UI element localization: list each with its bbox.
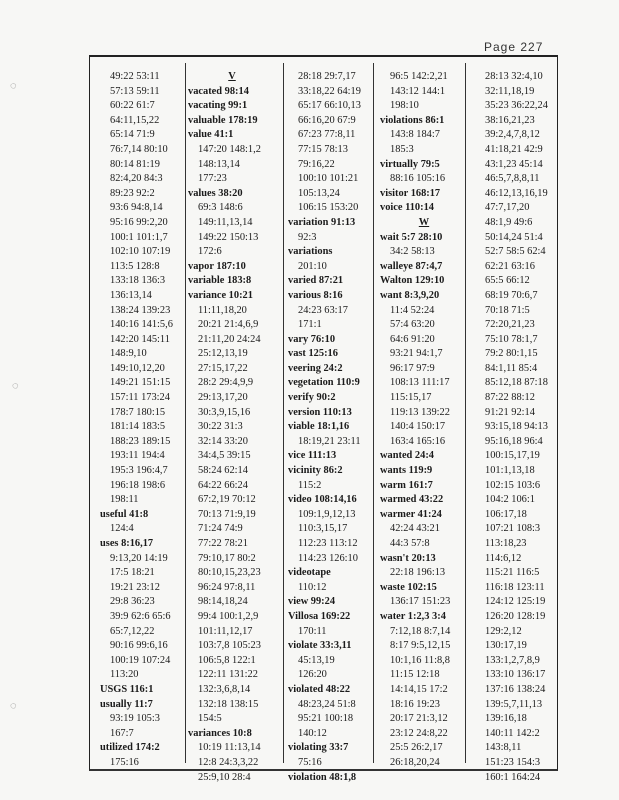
index-term: various 8:16 <box>288 289 343 301</box>
column-divider <box>465 63 466 763</box>
column-divider <box>373 63 374 763</box>
index-column-2 <box>188 70 276 783</box>
index-frame <box>89 55 558 783</box>
index-reference: 136:13,14 <box>110 289 152 301</box>
index-term: variation 91:13 <box>288 216 356 228</box>
index-column-4 <box>380 70 468 768</box>
index-reference: 175:16 <box>110 756 139 768</box>
index-reference: 115:2 <box>298 479 322 491</box>
index-reference: 90:16 99:6,16 <box>110 640 168 652</box>
index-reference: 76:7,14 80:10 <box>110 143 168 155</box>
index-reference: 91:21 92:14 <box>485 406 535 418</box>
index-reference: 14:14,15 17:2 <box>390 683 448 695</box>
index-reference: 147:20 148:1,2 <box>198 143 261 155</box>
index-reference: 132:3,6,8,14 <box>198 683 251 695</box>
index-reference: 79:16,22 <box>298 158 335 170</box>
index-reference: 148:13,14 <box>198 158 240 170</box>
index-term: vice 111:13 <box>288 450 337 462</box>
index-term: video 108:14,16 <box>288 494 357 506</box>
index-reference: 50:14,24 51:4 <box>485 231 543 243</box>
index-reference: 149:21 151:15 <box>110 377 171 389</box>
index-reference: 57:4 63:20 <box>390 319 435 331</box>
index-term: Villosa 169:22 <box>288 610 351 622</box>
index-reference: 95:16 99:2,20 <box>110 216 168 228</box>
index-reference: 96:5 142:2,21 <box>390 71 448 82</box>
index-term: wanted 24:4 <box>380 450 434 462</box>
index-reference: 57:13 59:11 <box>110 85 160 97</box>
index-reference: 80:14 81:19 <box>110 158 160 170</box>
index-reference: 107:21 108:3 <box>485 523 541 535</box>
index-reference: 178:7 180:15 <box>110 406 166 418</box>
index-reference: 171:1 <box>298 319 322 331</box>
index-reference: 27:15,17,22 <box>198 362 248 374</box>
index-reference: 104:2 106:1 <box>485 494 535 506</box>
index-term: virtually 79:5 <box>380 158 440 170</box>
index-reference: 98:14,18,24 <box>198 596 248 608</box>
punch-hole-mark: ◌ <box>12 380 19 392</box>
index-reference: 105:13,24 <box>298 187 340 199</box>
index-reference: 124:4 <box>110 523 134 535</box>
index-reference: 163:4 165:16 <box>390 435 446 447</box>
index-reference: 65:7,12,22 <box>110 625 155 637</box>
index-reference: 96:24 97:8,11 <box>198 581 256 593</box>
index-reference: 140:12 <box>298 727 327 739</box>
index-reference: 68:19 70:6,7 <box>485 289 538 301</box>
index-reference: 93:21 94:1,7 <box>390 348 443 360</box>
index-reference: 136:17 151:23 <box>390 596 451 608</box>
index-reference: 64:6 91:20 <box>390 333 435 345</box>
index-reference: 170:11 <box>298 625 327 637</box>
index-term: violated 48:22 <box>288 683 351 695</box>
index-reference: 25:5 26:2,17 <box>390 742 443 754</box>
index-reference: 115:15,17 <box>390 392 432 404</box>
index-term: varied 87:21 <box>288 275 344 287</box>
index-term: waste 102:15 <box>380 581 437 593</box>
index-reference: 110:3,15,17 <box>298 523 348 535</box>
index-term: voice 110:14 <box>380 202 434 214</box>
index-term: violating 33:7 <box>288 742 349 754</box>
index-reference: 77:22 78:21 <box>198 538 248 549</box>
index-term: videotape <box>288 567 331 579</box>
index-term: wasn't 20:13 <box>380 552 436 564</box>
index-reference: 77:15 78:13 <box>298 143 348 155</box>
index-reference: 198:11 <box>110 494 139 506</box>
index-reference: 143:8,11 <box>485 742 522 754</box>
index-term: veering 24:2 <box>288 362 343 374</box>
index-reference: 198:10 <box>390 100 419 112</box>
index-reference: 126:20 128:19 <box>485 610 546 622</box>
index-reference: 99:4 100:1,2,9 <box>198 610 259 622</box>
index-reference: 122:11 131:22 <box>198 669 258 681</box>
index-term: violation 48:1,8 <box>288 771 357 783</box>
index-reference: 47:7,17,20 <box>485 202 530 214</box>
index-term: walleye 87:4,7 <box>380 260 443 272</box>
index-term: useful 41:8 <box>100 508 149 520</box>
index-term: usually 11:7 <box>100 698 153 710</box>
index-reference: 149:11,13,14 <box>198 216 253 228</box>
index-reference: 11:4 52:24 <box>390 304 435 316</box>
index-reference: 9:13,20 14:19 <box>110 552 168 564</box>
index-reference: 75:10 78:1,7 <box>485 333 538 345</box>
index-reference: 129:2,12 <box>485 625 522 637</box>
index-reference: 52:7 58:5 62:4 <box>485 246 546 258</box>
index-reference: 160:1 164:24 <box>485 771 541 783</box>
index-term: vapor 187:10 <box>188 260 246 272</box>
index-reference: 22:18 196:13 <box>390 567 446 579</box>
index-reference: 148:9,10 <box>110 348 147 360</box>
index-reference: 46:5,7,8,8,11 <box>485 173 540 185</box>
index-reference: 58:24 62:14 <box>198 465 248 477</box>
index-reference: 72:20,21,23 <box>485 319 535 331</box>
index-reference: 24:23 63:17 <box>298 304 348 316</box>
index-reference: 196:18 198:6 <box>110 479 166 491</box>
index-reference: 100:1 101:1,7 <box>110 231 168 243</box>
index-reference: 42:24 43:21 <box>390 523 440 535</box>
index-reference: 34:4,5 39:15 <box>198 450 251 462</box>
index-term: water 1:2,3 3:4 <box>380 610 446 622</box>
index-reference: 65:5 66:12 <box>485 275 530 287</box>
index-reference: 157:11 173:24 <box>110 392 170 404</box>
index-reference: 25:12,13,19 <box>198 348 248 360</box>
index-reference: 114:6,12 <box>485 552 522 564</box>
index-reference: 119:13 139:22 <box>390 406 450 418</box>
index-reference: 32:14 33:20 <box>198 435 248 447</box>
index-term: visitor 168:17 <box>380 187 441 199</box>
index-reference: 133:1,2,7,8,9 <box>485 654 540 666</box>
index-reference: 65:17 66:10,13 <box>298 100 361 112</box>
index-reference: 137:16 138:24 <box>485 683 546 695</box>
index-term: viable 18:1,16 <box>288 421 350 433</box>
index-term: values 38:20 <box>188 187 243 199</box>
index-reference: 106:5,8 122:1 <box>198 654 256 666</box>
index-term: vacated 98:14 <box>188 85 249 97</box>
index-term: warmed 43:22 <box>380 494 444 506</box>
index-reference: 167:7 <box>110 727 134 739</box>
index-reference: 41:18,21 42:9 <box>485 143 543 155</box>
column-divider <box>185 63 186 763</box>
index-reference: 100:19 107:24 <box>110 654 171 666</box>
index-reference: 116:18 123:11 <box>485 581 545 593</box>
index-reference: 18:19,21 23:11 <box>298 435 361 447</box>
index-reference: 95:21 100:18 <box>298 713 354 725</box>
index-reference: 8:17 9:5,12,15 <box>390 640 451 652</box>
index-reference: 130:17,19 <box>485 640 527 652</box>
index-reference: 143:8 184:7 <box>390 129 440 141</box>
index-reference: 133:10 136:17 <box>485 669 546 681</box>
index-reference: 133:18 136:3 <box>110 275 166 287</box>
index-term: vary 76:10 <box>288 333 336 345</box>
index-reference: 26:18,20,24 <box>390 756 440 768</box>
index-reference: 67:23 77:8,11 <box>298 129 356 141</box>
index-reference: 60:22 61:7 <box>110 100 155 112</box>
index-reference: 79:2 80:1,15 <box>485 348 538 360</box>
index-reference: 28:13 32:4,10 <box>485 71 543 82</box>
index-reference: 103:7,8 105:23 <box>198 640 261 652</box>
index-reference: 46:12,13,16,19 <box>485 187 548 199</box>
index-reference: 193:11 194:4 <box>110 450 165 462</box>
index-term: vacating 99:1 <box>188 100 248 112</box>
index-reference: 32:11,18,19 <box>485 85 535 97</box>
index-reference: 18:16 19:23 <box>390 698 440 710</box>
index-reference: 20:21 21:4,6,9 <box>198 319 259 331</box>
index-reference: 108:13 111:17 <box>390 377 450 389</box>
index-reference: 139:5,7,11,13 <box>485 698 543 710</box>
index-term: uses 8:16,17 <box>100 538 154 549</box>
index-reference: 92:3 <box>298 231 317 243</box>
index-reference: 66:16,20 67:9 <box>298 114 356 126</box>
index-reference: 132:18 138:15 <box>198 698 259 710</box>
index-reference: 19:21 23:12 <box>110 581 160 593</box>
index-reference: 112:23 113:12 <box>298 538 358 549</box>
index-reference: 80:10,15,23,23 <box>198 567 261 579</box>
index-reference: 185:3 <box>390 143 414 155</box>
index-reference: 29:13,17,20 <box>198 392 248 404</box>
index-term: vast 125:16 <box>288 348 338 360</box>
index-reference: 109:1,9,12,13 <box>298 508 356 520</box>
index-reference: 62:21 63:16 <box>485 260 535 272</box>
index-reference: 85:12,18 87:18 <box>485 377 548 389</box>
index-term: verify 90:2 <box>288 392 336 404</box>
index-reference: 30:22 31:3 <box>198 421 243 433</box>
index-reference: 67:2,19 70:12 <box>198 494 256 506</box>
index-reference: 65:14 71:9 <box>110 129 155 141</box>
index-reference: 69:3 148:6 <box>198 202 243 214</box>
index-reference: 177:23 <box>198 173 227 185</box>
index-reference: 188:23 189:15 <box>110 435 171 447</box>
index-column-5 <box>475 70 563 783</box>
index-reference: 106:15 153:20 <box>298 202 359 214</box>
index-reference: 79:10,17 80:2 <box>198 552 256 564</box>
index-reference: 39:2,4,7,8,12 <box>485 129 540 141</box>
index-reference: 101:11,12,17 <box>198 625 253 637</box>
index-reference: 149:10,12,20 <box>110 362 165 374</box>
index-reference: 110:12 <box>298 581 327 593</box>
index-reference: 35:23 36:22,24 <box>485 100 548 112</box>
index-reference: 149:22 150:13 <box>198 231 259 243</box>
index-reference: 82:4,20 84:3 <box>110 173 163 185</box>
index-term: wants 119:9 <box>380 465 433 477</box>
index-reference: 17:5 18:21 <box>110 567 155 579</box>
index-reference: 45:13,19 <box>298 654 335 666</box>
index-term: variance 10:21 <box>188 289 253 301</box>
index-reference: 11:11,18,20 <box>198 304 247 316</box>
index-reference: 140:11 142:2 <box>485 727 540 739</box>
index-reference: 23:12 24:8,22 <box>390 727 448 739</box>
index-reference: 102:10 107:19 <box>110 246 171 258</box>
index-reference: 140:4 150:17 <box>390 421 446 433</box>
index-reference: 143:12 144:1 <box>390 85 446 97</box>
index-reference: 84:1,11 85:4 <box>485 362 538 374</box>
index-reference: 7:12,18 8:7,14 <box>390 625 451 637</box>
index-term: view 99:24 <box>288 596 336 608</box>
index-reference: 88:16 105:16 <box>390 173 446 185</box>
column-divider <box>283 63 284 763</box>
index-reference: 126:20 <box>298 669 327 681</box>
index-reference: 124:12 125:19 <box>485 596 546 608</box>
index-reference: 181:14 183:5 <box>110 421 166 433</box>
index-reference: 11:15 12:18 <box>390 669 440 681</box>
index-reference: 12:8 24:3,3,22 <box>198 756 259 768</box>
letter-heading: V <box>228 71 236 82</box>
index-reference: 93:6 94:8,14 <box>110 202 163 214</box>
index-reference: 100:15,17,19 <box>485 450 540 462</box>
index-reference: 201:10 <box>298 260 327 272</box>
index-column-3 <box>288 70 376 783</box>
index-reference: 28:18 29:7,17 <box>298 71 356 82</box>
index-term: variable 183:8 <box>188 275 252 287</box>
index-term: warm 161:7 <box>380 479 433 491</box>
index-reference: 139:16,18 <box>485 713 527 725</box>
index-column-1 <box>100 70 188 768</box>
index-term: valuable 178:19 <box>188 114 258 126</box>
letter-heading: W <box>418 216 430 228</box>
index-reference: 100:10 101:21 <box>298 173 359 185</box>
index-term: vicinity 86:2 <box>288 465 343 477</box>
index-term: version 110:13 <box>288 406 352 418</box>
index-term: utilized 174:2 <box>100 742 160 754</box>
index-reference: 115:21 116:5 <box>485 567 540 579</box>
index-term: variations <box>288 246 333 258</box>
index-reference: 113:18,23 <box>485 538 527 549</box>
index-reference: 10:19 11:13,14 <box>198 742 261 754</box>
index-reference: 195:3 196:4,7 <box>110 465 168 477</box>
index-reference: 95:16,18 96:4 <box>485 435 543 447</box>
index-term: variances 10:8 <box>188 727 252 739</box>
index-reference: 30:3,9,15,16 <box>198 406 251 418</box>
index-reference: 102:15 103:6 <box>485 479 541 491</box>
index-reference: 106:17,18 <box>485 508 527 520</box>
index-reference: 25:9,10 28:4 <box>198 771 251 783</box>
index-reference: 89:23 92:2 <box>110 187 155 199</box>
index-reference: 113:20 <box>110 669 139 681</box>
index-reference: 142:20 145:11 <box>110 333 170 345</box>
index-term: vegetation 110:9 <box>288 377 360 389</box>
punch-hole-mark: ◌ <box>10 80 17 92</box>
index-reference: 44:3 57:8 <box>390 538 430 549</box>
index-reference: 101:1,13,18 <box>485 465 535 477</box>
index-reference: 71:24 74:9 <box>198 523 243 535</box>
index-term: violate 33:3,11 <box>288 640 352 652</box>
index-reference: 39:9 62:6 65:6 <box>110 610 171 622</box>
index-reference: 10:1,16 11:8,8 <box>390 654 450 666</box>
index-term: wait 5:7 28:10 <box>380 231 443 243</box>
index-reference: 172:6 <box>198 246 222 258</box>
index-reference: 28:2 29:4,9,9 <box>198 377 254 389</box>
index-reference: 151:23 154:3 <box>485 756 541 768</box>
index-term: Walton 129:10 <box>380 275 445 287</box>
index-reference: 48:1,9 49:6 <box>485 216 533 228</box>
index-reference: 29:8 36:23 <box>110 596 155 608</box>
index-reference: 93:19 105:3 <box>110 713 160 725</box>
index-reference: 138:24 139:23 <box>110 304 171 316</box>
index-reference: 64:22 66:24 <box>198 479 248 491</box>
index-reference: 48:23,24 51:8 <box>298 698 356 710</box>
index-reference: 43:1,23 45:14 <box>485 158 543 170</box>
index-reference: 20:17 21:3,12 <box>390 713 448 725</box>
index-reference: 49:22 53:11 <box>110 71 160 82</box>
index-reference: 64:11,15,22 <box>110 114 160 126</box>
index-reference: 114:23 126:10 <box>298 552 358 564</box>
index-reference: 140:16 141:5,6 <box>110 319 173 331</box>
index-reference: 33:18,22 64:19 <box>298 85 361 97</box>
index-term: warmer 41:24 <box>380 508 442 520</box>
index-reference: 70:18 71:5 <box>485 304 530 316</box>
index-term: value 41:1 <box>188 129 234 141</box>
index-reference: 21:11,20 24:24 <box>198 333 261 345</box>
index-reference: 93:15,18 94:13 <box>485 421 548 433</box>
index-reference: 70:13 71:9,19 <box>198 508 256 520</box>
index-term: USGS 116:1 <box>100 683 154 695</box>
index-term: want 8:3,9,20 <box>380 289 440 301</box>
page-number: Page 227 <box>484 40 544 54</box>
index-reference: 154:5 <box>198 713 222 725</box>
index-reference: 87:22 88:12 <box>485 392 535 404</box>
index-term: violations 86:1 <box>380 114 445 126</box>
index-reference: 38:16,21,23 <box>485 114 535 126</box>
index-reference: 96:17 97:9 <box>390 362 435 374</box>
index-reference: 75:16 <box>298 756 322 768</box>
index-reference: 34:2 58:13 <box>390 246 435 258</box>
index-reference: 113:5 128:8 <box>110 260 160 272</box>
punch-hole-mark: ◌ <box>10 700 17 712</box>
